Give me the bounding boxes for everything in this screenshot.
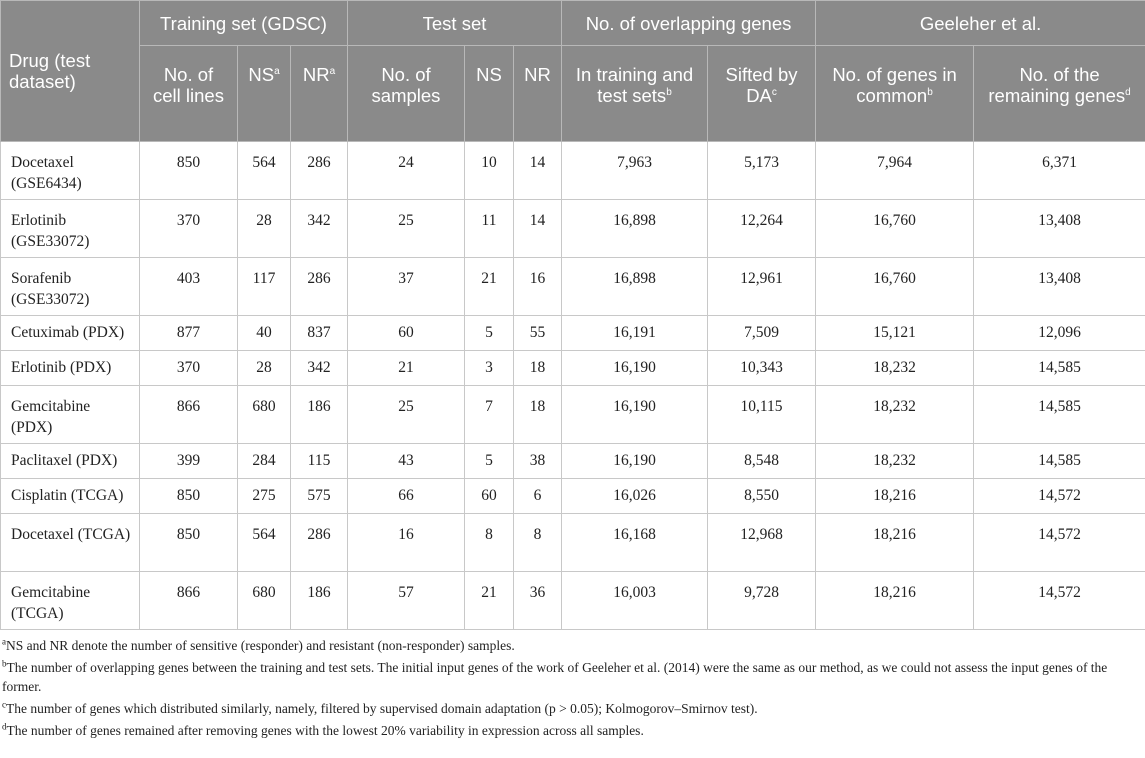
cell-cell-lines: 399 [140,444,238,479]
cell-drug: Cisplatin (TCGA) [1,479,140,514]
header-nr-train-label: NR [302,64,330,85]
footnote-mark: a [274,65,280,77]
cell-in-training: 16,003 [562,572,708,630]
header-in-training [562,46,708,142]
cell-nr-test: 55 [514,316,562,351]
cell-drug: Paclitaxel (PDX) [1,444,140,479]
cell-common: 18,216 [816,572,974,630]
cell-in-training: 16,168 [562,514,708,572]
header-group-overlap: No. of overlapping genes [562,1,816,46]
footnote-mark: d [2,721,7,732]
cell-common: 18,232 [816,351,974,386]
footnote-mark: c [2,699,6,710]
cell-ns-train: 284 [238,444,291,479]
cell-ns-test: 5 [465,444,514,479]
table-row [1,258,1145,316]
cell-cell-lines: 403 [140,258,238,316]
header-column-row [1,46,1145,142]
cell-samples: 25 [348,200,465,258]
cell-ns-train: 117 [238,258,291,316]
header-in-training-label: In training and test sets [575,64,694,106]
cell-common: 15,121 [816,316,974,351]
footnote-mark: a [329,65,336,77]
cell-drug: Gemcitabine (TCGA) [1,572,140,630]
header-ns-train-label: NS [248,64,275,85]
cell-sifted: 5,173 [708,142,816,200]
cell-nr-test: 36 [514,572,562,630]
cell-samples: 57 [348,572,465,630]
cell-cell-lines: 370 [140,351,238,386]
cell-cell-lines: 877 [140,316,238,351]
table-row [1,479,1145,514]
cell-in-training: 7,963 [562,142,708,200]
cell-ns-test: 7 [465,386,514,444]
table-row [1,386,1145,444]
cell-sifted: 10,343 [708,351,816,386]
cell-nr-test: 14 [514,142,562,200]
footnote [2,636,1143,655]
table-body [1,142,1145,630]
header-group-training: Training set (GDSC) [140,1,348,46]
table-row [1,572,1145,630]
header-group-row [1,1,1145,46]
cell-ns-train: 564 [238,142,291,200]
cell-common: 18,232 [816,386,974,444]
cell-sifted: 7,509 [708,316,816,351]
cell-samples: 66 [348,479,465,514]
table-row [1,142,1145,200]
table-row [1,200,1145,258]
cell-in-training: 16,190 [562,444,708,479]
table-header [1,1,1145,142]
footnotes [0,630,1145,740]
cell-sifted: 8,548 [708,444,816,479]
cell-in-training: 16,898 [562,200,708,258]
cell-nr-train: 286 [291,142,348,200]
cell-remaining: 12,096 [974,316,1145,351]
cell-remaining: 14,572 [974,479,1145,514]
cell-samples: 25 [348,386,465,444]
cell-sifted: 12,264 [708,200,816,258]
cell-nr-train: 286 [291,258,348,316]
footnote [2,658,1143,696]
cell-nr-train: 342 [291,351,348,386]
cell-ns-test: 21 [465,258,514,316]
footnote-text: The number of genes which distributed similarly, namely, filtered by supervised domain adaptation (p > 0.05); Kolmogorov–Smirnov test). [6,701,758,716]
cell-ns-train: 564 [238,514,291,572]
cell-nr-test: 18 [514,386,562,444]
cell-common: 7,964 [816,142,974,200]
cell-drug: Cetuximab (PDX) [1,316,140,351]
footnote-mark: b [666,86,672,98]
cell-in-training: 16,190 [562,351,708,386]
cell-cell-lines: 850 [140,479,238,514]
cell-nr-train: 837 [291,316,348,351]
cell-samples: 16 [348,514,465,572]
footnote-mark: a [2,636,6,647]
cell-common: 16,760 [816,258,974,316]
cell-samples: 21 [348,351,465,386]
cell-ns-test: 10 [465,142,514,200]
cell-ns-test: 8 [465,514,514,572]
cell-nr-test: 38 [514,444,562,479]
header-cell-lines [140,46,238,142]
cell-nr-train: 575 [291,479,348,514]
header-ns-test [465,46,514,142]
cell-in-training: 16,190 [562,386,708,444]
cell-nr-test: 6 [514,479,562,514]
header-nr-train [291,46,348,142]
footnote-mark: d [1125,86,1131,98]
footnote-text: NS and NR denote the number of sensitive (responder) and resistant (non-responder) samples. [6,638,515,653]
cell-samples: 24 [348,142,465,200]
cell-nr-train: 286 [291,514,348,572]
cell-ns-train: 275 [238,479,291,514]
cell-common: 18,216 [816,514,974,572]
cell-cell-lines: 370 [140,200,238,258]
footnote-mark: b [2,658,7,669]
cell-samples: 43 [348,444,465,479]
cell-remaining: 14,585 [974,444,1145,479]
cell-ns-train: 28 [238,351,291,386]
table-row [1,316,1145,351]
footnote [2,699,1143,718]
cell-drug: Docetaxel (GSE6434) [1,142,140,200]
cell-nr-test: 18 [514,351,562,386]
cell-drug: Docetaxel (TCGA) [1,514,140,572]
cell-ns-test: 3 [465,351,514,386]
cell-remaining: 6,371 [974,142,1145,200]
cell-sifted: 12,968 [708,514,816,572]
cell-drug: Erlotinib (GSE33072) [1,200,140,258]
cell-in-training: 16,898 [562,258,708,316]
cell-remaining: 14,585 [974,351,1145,386]
header-cell-lines-label: No. of cell lines [153,64,224,106]
cell-sifted: 12,961 [708,258,816,316]
footnote [2,721,1143,740]
cell-ns-train: 28 [238,200,291,258]
cell-remaining: 14,572 [974,572,1145,630]
cell-nr-train: 115 [291,444,348,479]
cell-sifted: 10,115 [708,386,816,444]
cell-ns-train: 40 [238,316,291,351]
cell-common: 16,760 [816,200,974,258]
cell-ns-test: 5 [465,316,514,351]
cell-ns-test: 11 [465,200,514,258]
header-sifted [708,46,816,142]
cell-drug: Sorafenib (GSE33072) [1,258,140,316]
cell-remaining: 13,408 [974,200,1145,258]
cell-in-training: 16,026 [562,479,708,514]
cell-remaining: 14,585 [974,386,1145,444]
cell-nr-test: 14 [514,200,562,258]
cell-in-training: 16,191 [562,316,708,351]
header-remaining-label: No. of the remaining genes [988,64,1126,106]
cell-sifted: 9,728 [708,572,816,630]
cell-cell-lines: 850 [140,142,238,200]
cell-ns-test: 21 [465,572,514,630]
cell-nr-train: 186 [291,386,348,444]
cell-common: 18,216 [816,479,974,514]
table-row [1,514,1145,572]
header-group-geeleher: Geeleher et al. [816,1,1145,46]
cell-nr-train: 186 [291,572,348,630]
footnote-mark: c [771,86,777,98]
header-group-test: Test set [348,1,562,46]
header-common [816,46,974,142]
cell-remaining: 13,408 [974,258,1145,316]
footnote-text: The number of genes remained after removing genes with the lowest 20% variability in expression across all samples. [6,723,644,738]
header-samples-label: No. of samples [371,64,441,106]
header-remaining [974,46,1145,142]
header-ns-train [238,46,291,142]
footnote-mark: b [927,86,933,98]
cell-samples: 37 [348,258,465,316]
cell-nr-test: 16 [514,258,562,316]
table-row [1,351,1145,386]
cell-cell-lines: 866 [140,386,238,444]
cell-ns-train: 680 [238,386,291,444]
cell-samples: 60 [348,316,465,351]
footnote-text: The number of overlapping genes between the training and test sets. The initial input genes of the work of Geeleher et al. (2014) were the same as our method, as we could not assess the input genes of the former. [2,660,1108,694]
cell-cell-lines: 850 [140,514,238,572]
header-samples [348,46,465,142]
cell-drug: Erlotinib (PDX) [1,351,140,386]
table-row [1,444,1145,479]
cell-nr-train: 342 [291,200,348,258]
cell-common: 18,232 [816,444,974,479]
header-nr-test-label: NR [524,64,551,85]
cell-sifted: 8,550 [708,479,816,514]
cell-ns-test: 60 [465,479,514,514]
header-common-label: No. of genes in common [832,64,957,106]
cell-remaining: 14,572 [974,514,1145,572]
cell-cell-lines: 866 [140,572,238,630]
header-ns-test-label: NS [476,64,502,85]
cell-ns-train: 680 [238,572,291,630]
header-nr-test [514,46,562,142]
cell-nr-test: 8 [514,514,562,572]
cell-drug: Gemcitabine (PDX) [1,386,140,444]
header-drug: Drug (test dataset) [1,1,140,142]
header-sifted-label: Sifted by DA [725,64,798,106]
